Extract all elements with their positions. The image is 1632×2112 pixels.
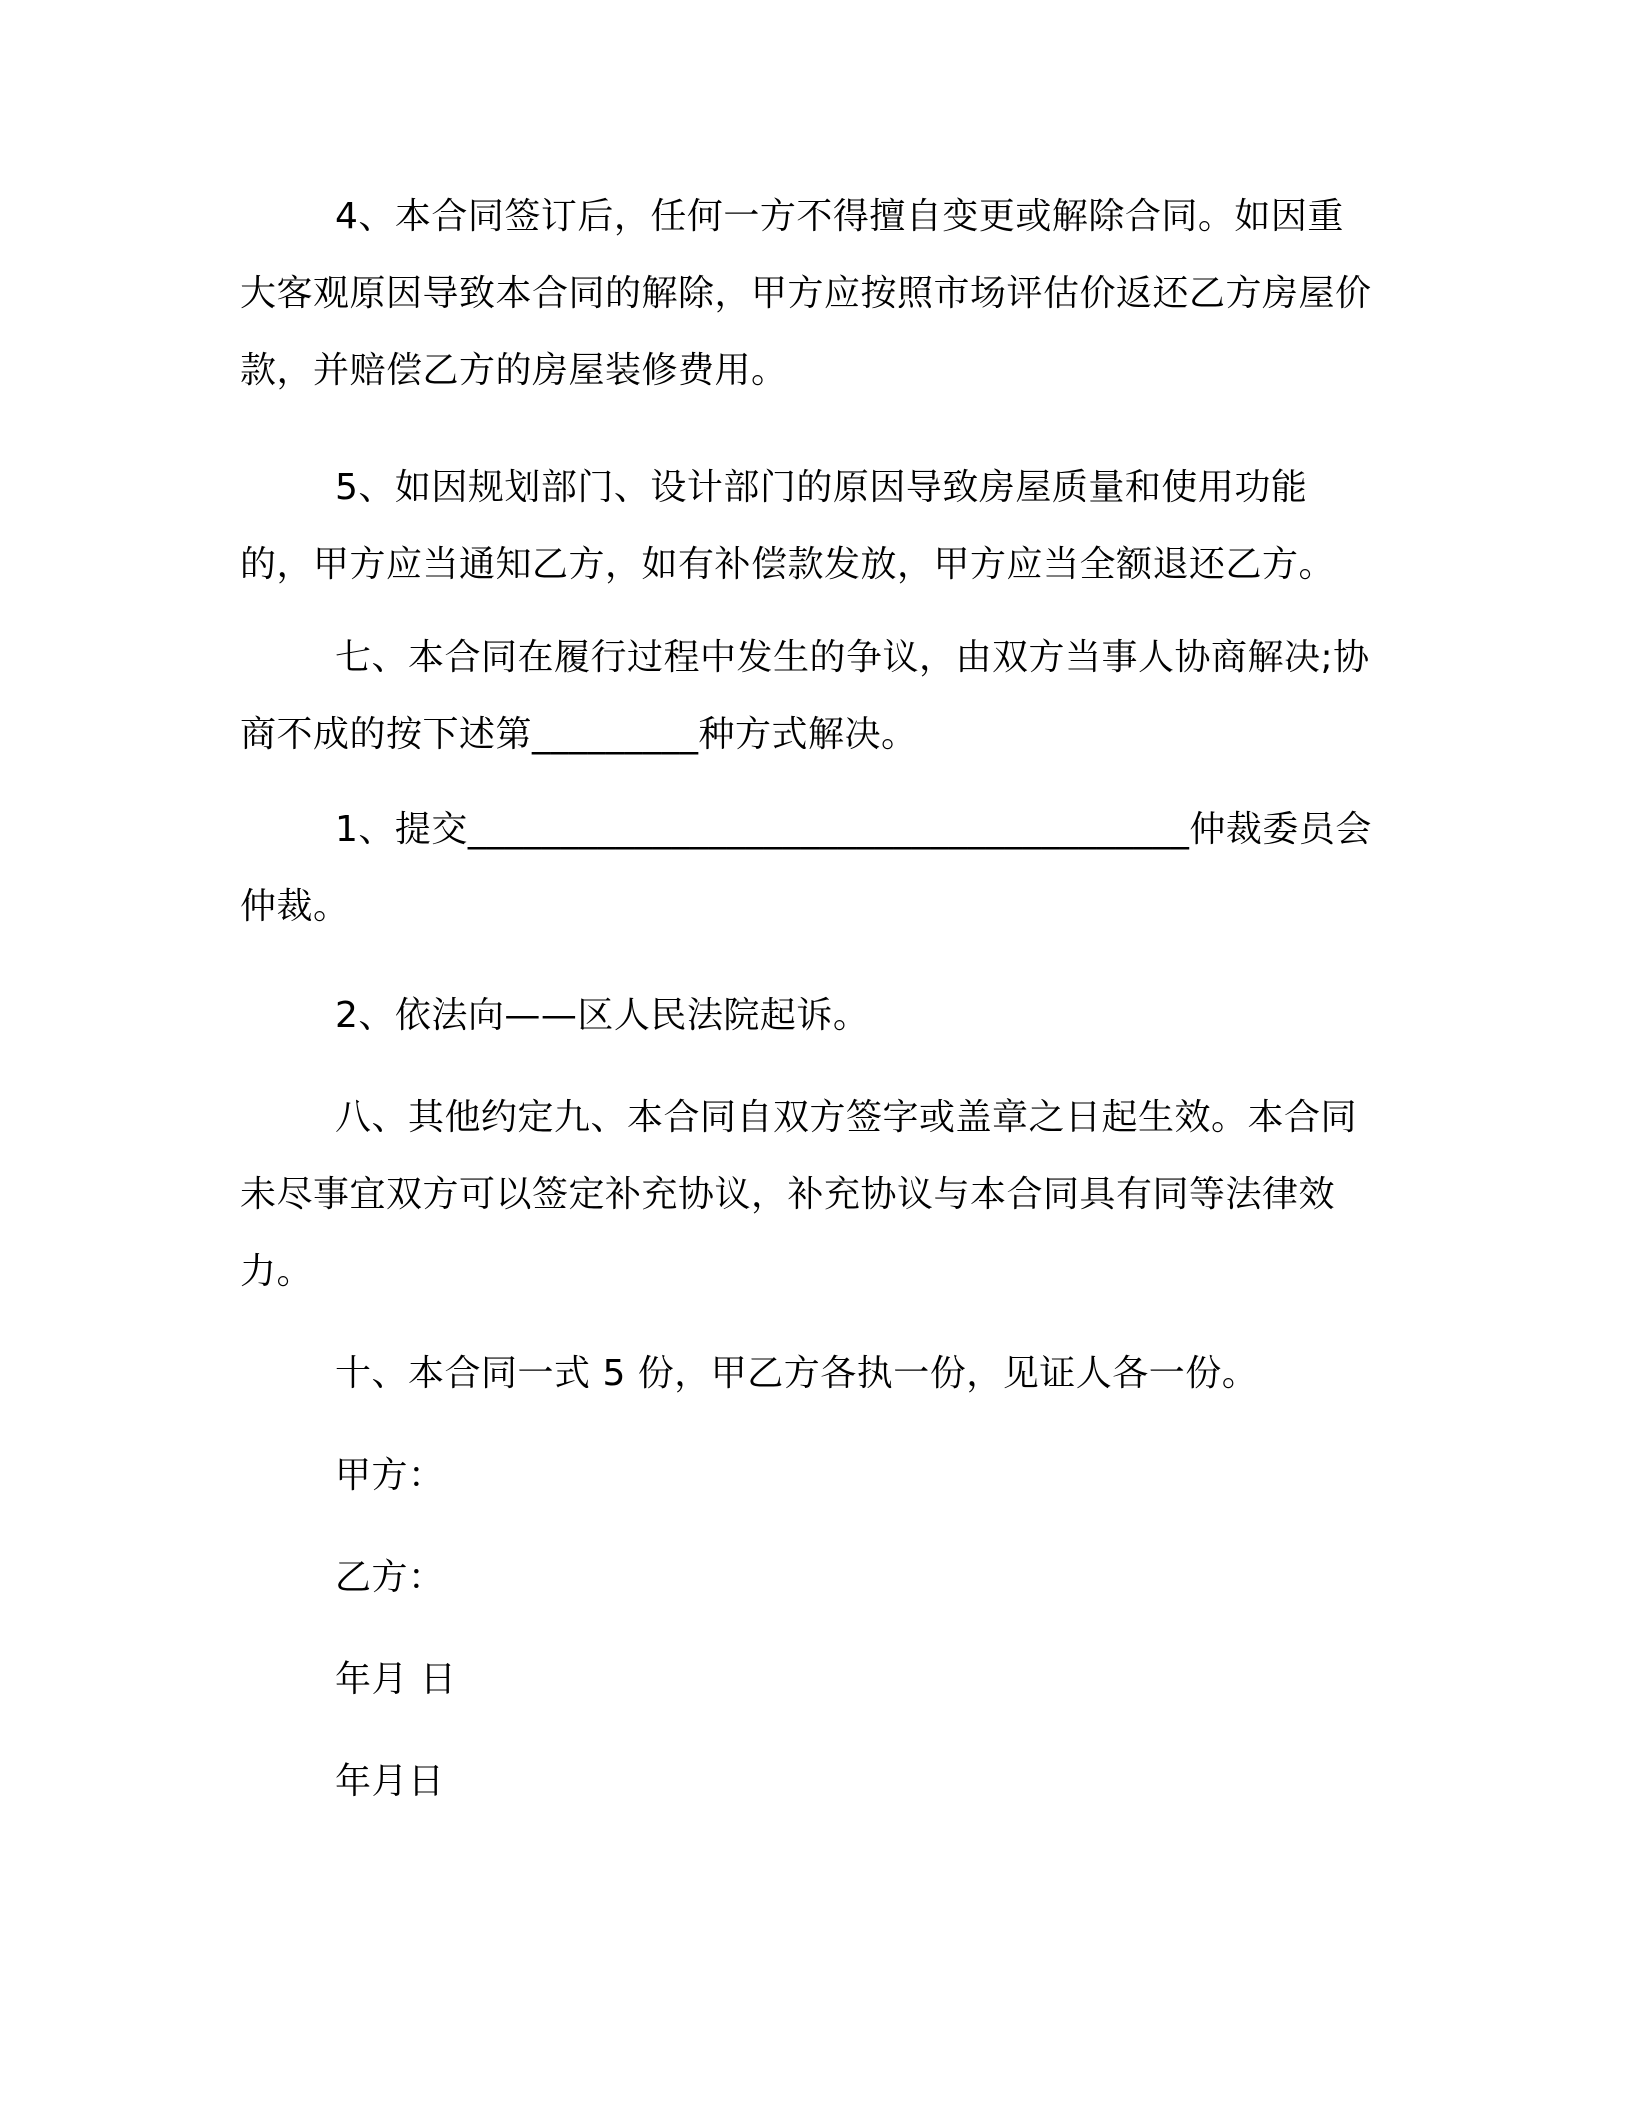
option-2-paragraph: 2、依法向——区人民法院起诉。: [335, 995, 870, 1036]
section-8-9-paragraph: 八、其他约定九、本合同自双方签字或盖章之日起生效。本合同未尽事宜双方可以签定补充协议，补充协议与本合同具有同等法律效力。: [240, 1097, 1358, 1292]
section-7-paragraph: 七、本合同在履行过程中发生的争议，由双方当事人协商解决;协商不成的按下述第_________种方式解决。: [240, 637, 1370, 755]
option-1-paragraph: 1、提交_______________________________________仲裁委员会仲裁。: [240, 809, 1372, 927]
section-10-paragraph: 十、本合同一式 5 份，甲乙方各执一份，见证人各一份。: [335, 1353, 1259, 1394]
clause-4-paragraph: 4、本合同签订后，任何一方不得擅自变更或解除合同。如因重大客观原因导致本合同的解除，甲方应按照市场评估价返还乙方房屋价款，并赔偿乙方的房屋装修费用。: [240, 196, 1372, 391]
party-a-label: 甲方：: [335, 1455, 445, 1496]
date-line-1: 年月 日: [335, 1659, 457, 1700]
date-line-2: 年月日: [335, 1761, 445, 1802]
party-b-label: 乙方：: [335, 1557, 445, 1598]
clause-5-paragraph: 5、如因规划部门、设计部门的原因导致房屋质量和使用功能的，甲方应当通知乙方，如有补偿款发放，甲方应当全额退还乙方。: [240, 467, 1336, 585]
